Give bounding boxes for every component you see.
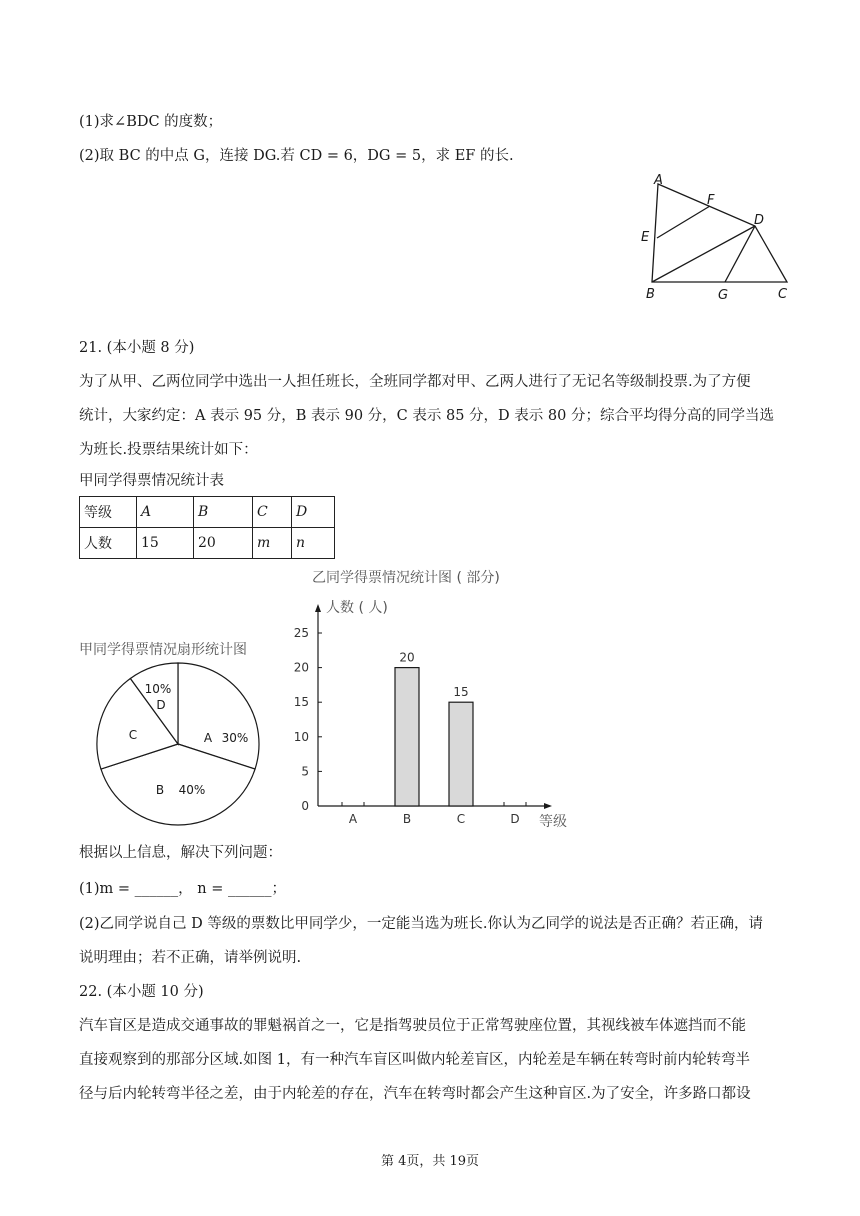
q22-para2: 直接观察到的那部分区域.如图 1，有一种汽车盲区叫做内轮差盲区，内轮差是车辆在转弯时前内轮转弯半 <box>79 1052 750 1068</box>
table-cell: 15 <box>137 528 194 559</box>
bar-title: 乙同学得票情况统计图 ( 部分) <box>312 570 500 586</box>
bar-c <box>449 702 473 806</box>
bar-chart <box>290 565 590 835</box>
y-axis-label: 人数 ( 人) <box>326 600 388 616</box>
y-tick-label: 20 <box>293 660 309 675</box>
label-a: A <box>654 173 663 188</box>
bar-b <box>395 668 419 806</box>
pie-percent-d: 10% <box>144 682 172 696</box>
table-cell: A <box>137 497 194 528</box>
y-axis-arrow <box>315 604 321 612</box>
pie-percent-b: 40% <box>178 783 206 797</box>
y-tick-label: 25 <box>293 626 309 640</box>
table-cell: D <box>292 497 335 528</box>
label-f: F <box>707 193 715 208</box>
grade-table <box>79 496 335 559</box>
label-c: C <box>778 287 788 302</box>
x-tick-label: A <box>348 812 358 826</box>
q21-para2: 统计，大家约定：A 表示 95 分，B 表示 90 分，C 表示 85 分，D 表示 80 分；综合平均得分高的同学当选 <box>79 408 774 424</box>
pie-label-a: A <box>203 731 213 745</box>
pie-title: 甲同学得票情况扇形统计图 <box>79 642 247 658</box>
x-tick-label: D <box>510 812 520 826</box>
table-cell: 人数 <box>80 528 137 559</box>
label-g: G <box>718 288 729 303</box>
x-tick-label: B <box>402 812 412 826</box>
table-cell: B <box>194 497 253 528</box>
q22-header: 22. (本小题 10 分) <box>79 984 204 1000</box>
y-tick-label: 15 <box>293 695 309 710</box>
q21-header: 21. (本小题 8 分) <box>79 340 195 356</box>
x-axis-arrow <box>544 803 552 809</box>
y-tick-label: 5 <box>301 764 309 779</box>
table-cell: n <box>292 528 335 559</box>
q20-part1: (1)求∠BDC 的度数； <box>79 114 223 130</box>
pie-percent-a: 30% <box>221 731 249 745</box>
q22-para3: 径与后内轮转弯半径之差，由于内轮差的存在，汽车在转弯时都会产生这种盲区.为了安全，许多路口都设 <box>79 1086 751 1102</box>
table-row <box>80 497 335 528</box>
q21-q2a: (2)乙同学说自己 D 等级的票数比甲同学少，一定能当选为班长.你认为乙同学的说法是否正确？若正确，请 <box>79 916 763 932</box>
table-cell: C <box>253 497 292 528</box>
table-row <box>80 528 335 559</box>
geometry-figure <box>630 170 800 305</box>
q21-q1: (1)m = ______， n = ______； <box>79 881 286 897</box>
table-title: 甲同学得票情况统计表 <box>79 473 224 489</box>
bar-value-label: 20 <box>399 650 415 665</box>
q20-part2: (2)取 BC 的中点 G，连接 DG.若 CD = 6，DG = 5，求 EF 的长. <box>79 148 514 164</box>
y-tick-label: 10 <box>293 729 309 744</box>
pie-label-c: C <box>128 728 138 742</box>
label-d: D <box>754 213 765 228</box>
x-axis-label: 等级 <box>539 814 567 830</box>
label-e: E <box>641 230 650 245</box>
page-footer: 第 4页，共 19页 <box>380 1154 480 1169</box>
table-cell: m <box>253 528 292 559</box>
pie-chart <box>75 636 290 836</box>
q21-para1: 为了从甲、乙两位同学中选出一人担任班长，全班同学都对甲、乙两人进行了无记名等级制投票.为了方便 <box>79 374 751 390</box>
label-b: B <box>646 287 655 302</box>
y-tick-label: 0 <box>301 799 309 813</box>
pie-label-d: D <box>156 698 166 712</box>
table-cell: 20 <box>194 528 253 559</box>
bar-value-label: 15 <box>453 685 469 700</box>
q21-q2b: 说明理由；若不正确，请举例说明. <box>79 950 302 966</box>
q21-para3: 为班长.投票结果统计如下： <box>79 442 258 458</box>
x-tick-label: C <box>456 812 466 826</box>
q21-after1: 根据以上信息，解决下列问题： <box>79 845 282 861</box>
table-cell: 等级 <box>80 497 137 528</box>
pie-label-b: B <box>155 783 165 797</box>
q22-para1: 汽车盲区是造成交通事故的罪魁祸首之一，它是指驾驶员位于正常驾驶座位置，其视线被车体遮挡而不能 <box>79 1018 746 1034</box>
